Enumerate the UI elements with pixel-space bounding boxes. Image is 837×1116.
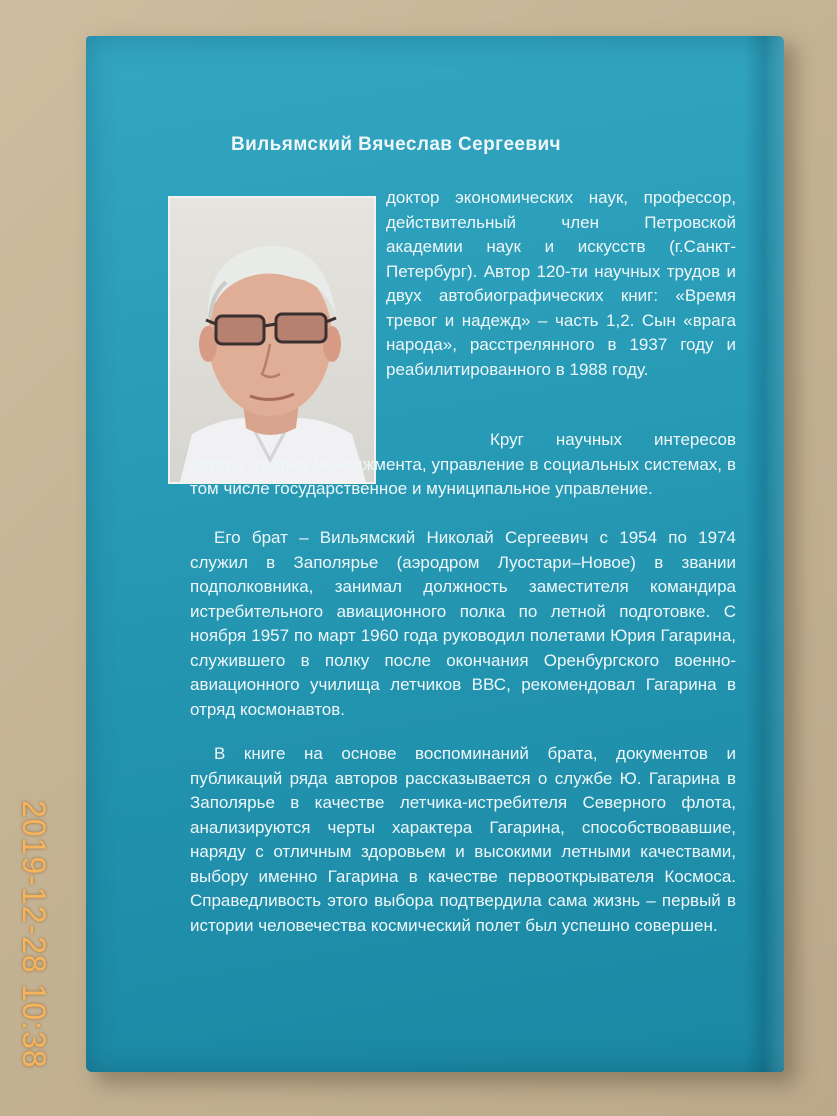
photo-timestamp (2, 800, 56, 1100)
photo-timestamp-text: 2019-12-28 10:38 (16, 800, 52, 1069)
bio-paragraph-3: Его брат – Вильямский Николай Сергеевич с 1954 по 1974 служил в Заполярье (аэродром Луостари–Новое) в звании подполковника, занимал должность заместителя командира истребительного авиационного полка по летной подготовке. С ноября 1957 по март 1960 года руководил полетами Юрия Гагарина, служившего в полку после окончания Оренбургского военно-авиационного училища летчиков ВВС, рекомендовал Гагарина в отряд космонавтов. (190, 528, 736, 719)
author-name: Вильямский Вячеслав Сергеевич (230, 134, 561, 155)
bio-paragraph-4: В книге на основе воспоминаний брата, документов и публикаций ряда авторов рассказывается о службе Ю. Гагарина в Заполярье в качестве летчика-истребителя Северного флота, анализируются черты характера Гагарина, способствовавшие, наряду с отличным здоровьем и высокими летными качествами, выбору именно Гагарина в качестве первооткрывателя Космоса. Справедливость этого выбора подтвердила сама жизнь – первый в истории человечества космический полет был успешно совершен. (190, 744, 736, 935)
book-spine-edge (744, 36, 784, 1072)
bio-paragraph-2: Круг научных интересов автора: теория менеджмента, управление в социальных системах, в том числе государственное и муниципальное управление. (190, 430, 736, 498)
bio-paragraph-1: доктор экономических наук, профессор, действительный член Петровской академии наук и искусств (г.Санкт-Петербург). Автор 120-ти научных трудов и двух автобиографических книг: «Время тревог и надежд» – часть 1,2. Сын «врага народа», расстрелянного в 1937 году и реабилитированного в 1988 году. (386, 188, 736, 379)
book-back-cover (86, 36, 784, 1072)
